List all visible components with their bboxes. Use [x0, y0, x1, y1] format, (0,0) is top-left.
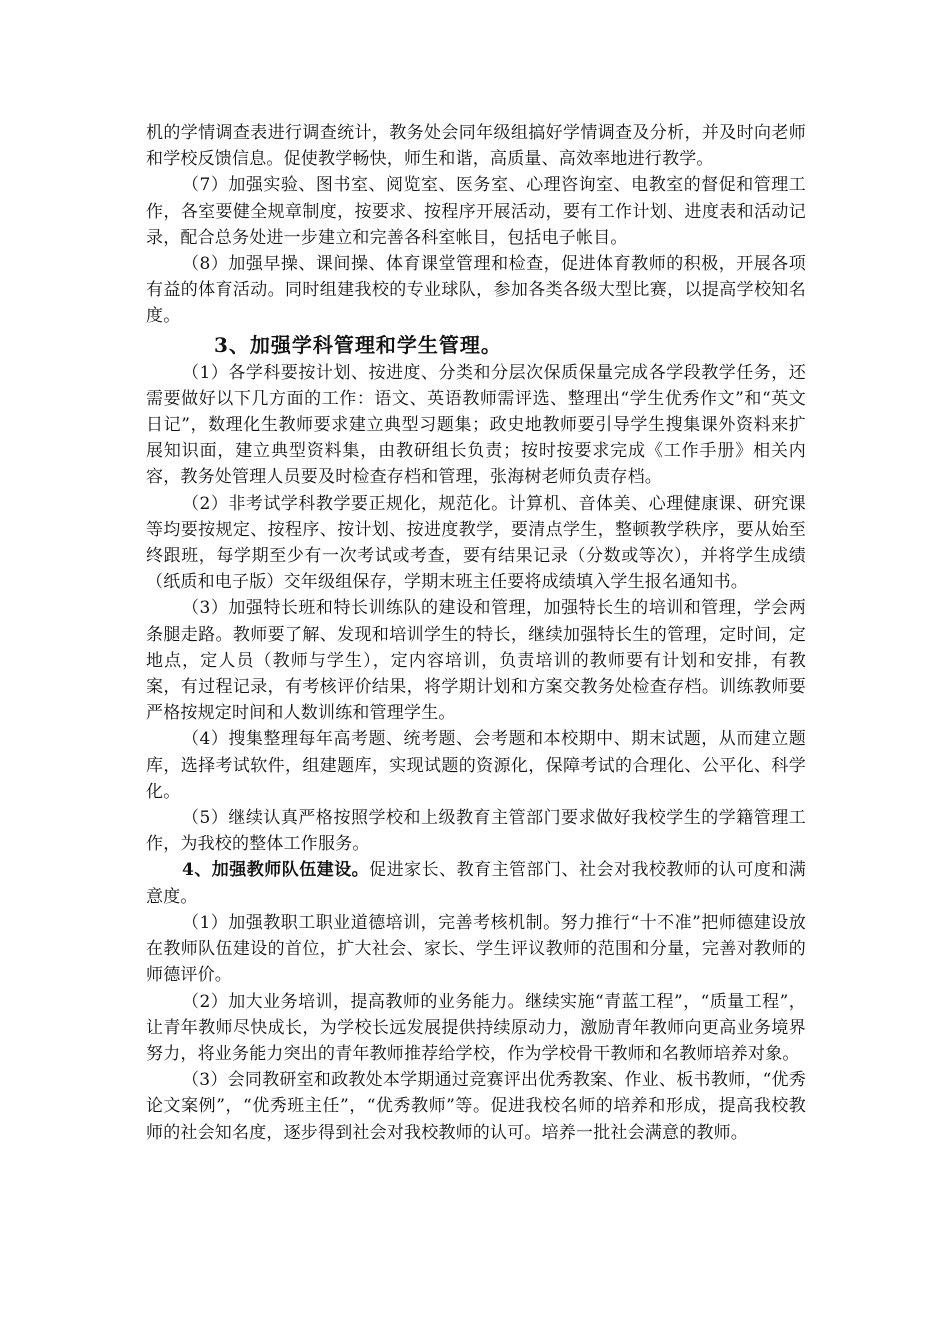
section-3-item-5: （5）继续认真严格按照学校和上级教育主管部门要求做好我校学生的学籍管理工作，为我校的整体工作服务。: [146, 808, 806, 855]
section-3-item-1: （1）各学科要按计划、按进度、分类和分层次保质保量完成各学段教学任务，还需要做好以下几方面的工作：语文、英语教师需评选、整理出“学生优秀作文”和“英文日记”，数理化生教师要求建立典型习题集；政史地教师要引导学生搜集课外资料来扩展知识面，建立典型资料集，由教研组长负责；按时按要求完成《工作手册》相关内容，教务处管理人员要及时检查存档和管理，张海树老师负责存档。: [146, 362, 806, 488]
document-page: [146, 120, 806, 1146]
paragraph-item-7: （7）加强实验、图书室、阅览室、医务室、心理咨询室、电教室的督促和管理工作，各室要健全规章制度，按要求、按程序开展活动，要有工作计划、进度表和活动记录，配合总务处进一步建立和完善各科室帐目，包括电子帐目。: [146, 175, 806, 248]
section-3-item-2: （2）非考试学科教学要正规化，规范化。计算机、音体美、心理健康课、研究课等均要按规定、按程序、按计划、按进度教学，要清点学生，整顿教学秩序，要从始至终跟班，每学期至少有一次考试或考查，要有结果记录（分数或等次），并将学生成绩（纸质和电子版）交年级组保存，学期末班主任要将成绩填入学生报名通知书。: [146, 493, 806, 593]
section-3-item-4: （4）搜集整理每年高考题、统考题、会考题和本校期中、期末试题，从而建立题库，选择考试软件，组建题库，实现试题的资源化，保障考试的合理化、公平化、科学化。: [146, 729, 806, 802]
section-4-lead: [146, 857, 806, 909]
section-3-item-3: （3）加强特长班和特长训练队的建设和管理，加强特长生的培训和管理，学会两条腿走路。教师要了解、发现和培训学生的特长，继续加强特长生的管理，定时间，定地点，定人员（教师与学生），定内容培训，负责培训的教师要有计划和安排，有教案，有过程记录，有考核评价结果，将学期计划和方案交教务处检查存档。训练教师要严格按规定时间和人数训练和管理学生。: [146, 598, 806, 724]
paragraph-continuation: 机的学情调查表进行调查统计，教务处会同年级组搞好学情调查及分析，并及时向老师和学校反馈信息。促使教学畅快，师生和谐，高质量、高效率地进行教学。: [146, 123, 806, 170]
section-3-heading: 3、加强学科管理和学生管理。: [214, 332, 502, 357]
section-4-item-2: （2）加大业务培训，提高教师的业务能力。继续实施“青蓝工程”，“质量工程”，让青年教师尽快成长，为学校长远发展提供持续原动力，激励青年教师向更高业务境界努力，将业务能力突出的青年教师推荐给学校，作为学校骨干教师和名教师培养对象。: [146, 991, 806, 1064]
section-4-item-1: （1）加强教职工职业道德培训，完善考核机制。努力推行“十不准”把师德建设放在教师队伍建设的首位，扩大社会、家长、学生评议教师的范围和分量，完善对教师的师德评价。: [146, 912, 806, 986]
section-4-lead-text: 促进家长、教育主管部门、社会对我校教师的认可度和满意度。: [146, 860, 807, 907]
section-4-heading: 4、加强教师队伍建设。: [182, 860, 370, 881]
paragraph-item-8: （8）加强早操、课间操、体育课堂管理和检查，促进体育教师的积极，开展各项有益的体育活动。同时组建我校的专业球队，参加各类各级大型比赛，以提高学校知名度。: [146, 254, 806, 327]
section-4-item-3: （3）会同教研室和政教处本学期通过竞赛评出优秀教案、作业、板书教师，“优秀论文案例”，“优秀班主任”，“优秀教师”等。促进我校名师的培养和形成，提高我校教师的社会知名度，逐步得到社会对我校教师的认可。培养一批社会满意的教师。: [146, 1070, 806, 1143]
